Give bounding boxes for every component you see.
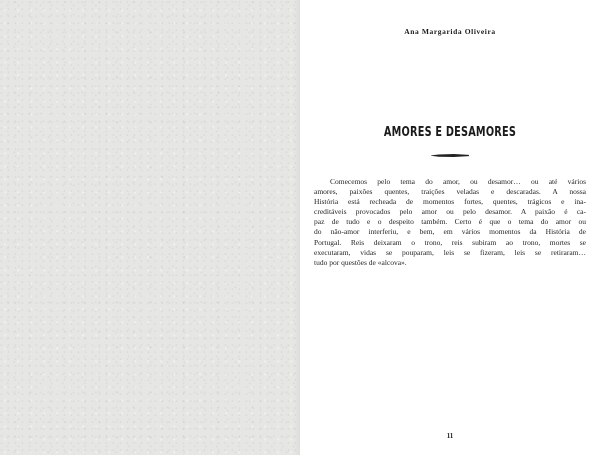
paragraph-line: executaram, vidas se pouparam, leis se fizeram, leis se retiraram… bbox=[314, 247, 586, 257]
paragraph-line: do não-amor interferiu, e bem, em vários momentos da História de bbox=[314, 227, 586, 237]
paragraph-line: Comecemos pelo tema do amor, ou desamor… ou até vários bbox=[330, 177, 586, 186]
paragraph-line: paz de tudo e o despeito também. Certo é que o tema do amor ou bbox=[314, 217, 586, 227]
title-underline-rule bbox=[431, 154, 469, 157]
paragraph-line: Portugal. Reis deixaram o trono, reis subiram ao trono, mortes se bbox=[314, 237, 586, 247]
paragraph-line: tudo por questões de «alcova». bbox=[314, 257, 407, 267]
chapter-title: AMORES E DESAMORES bbox=[383, 124, 517, 140]
page-number: 11 bbox=[446, 432, 454, 440]
paragraph-line: amores, paixões quentes, traições veladas e descaradas. A nossa bbox=[314, 187, 586, 197]
chapter-body-paragraph bbox=[314, 177, 586, 268]
paragraph-line: creditáveis provocados pelo amor ou pelo desamor. A paixão é ca- bbox=[314, 207, 586, 217]
running-head-author: Ana Margarida Oliveira bbox=[404, 27, 496, 36]
right-page bbox=[300, 0, 600, 455]
paragraph-line: História está recheada de momentos fortes, quentes, trágicos e ina- bbox=[314, 197, 586, 207]
